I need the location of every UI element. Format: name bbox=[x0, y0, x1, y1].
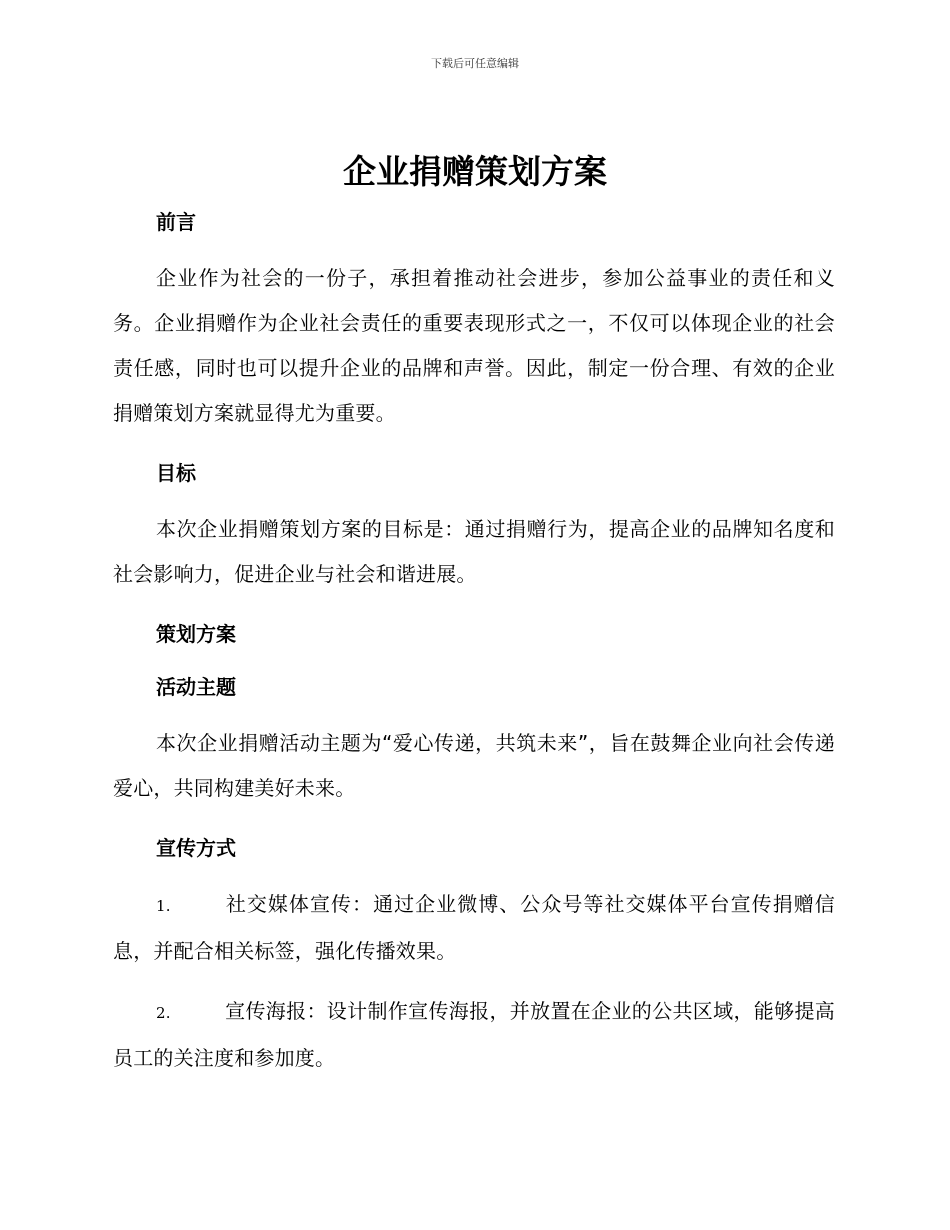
paragraph-goal: 本次企业捐赠策划方案的目标是：通过捐赠行为，提高企业的品牌知名度和社会影响力，促进企业与社会和谐进展。 bbox=[113, 517, 835, 586]
list-item bbox=[113, 882, 835, 974]
header-note: 下载后可任意编辑 bbox=[431, 57, 519, 70]
section-heading-theme: 活动主题 bbox=[156, 675, 236, 699]
list-item-text: 社交媒体宣传：通过企业微博、公众号等社交媒体平台宣传捐赠信息，并配合相关标签，强化传播效果。 bbox=[113, 892, 835, 963]
section-heading-promotion: 宣传方式 bbox=[156, 836, 236, 860]
list-item bbox=[113, 989, 835, 1081]
section-heading-plan: 策划方案 bbox=[156, 622, 236, 646]
section-heading-preface: 前言 bbox=[156, 210, 196, 234]
document-body bbox=[113, 203, 835, 1081]
document-title: 企业捐赠策划方案 bbox=[343, 152, 607, 191]
section-heading-goal: 目标 bbox=[156, 461, 196, 485]
list-item-text: 宣传海报：设计制作宣传海报，并放置在企业的公共区域，能够提高员工的关注度和参加度。 bbox=[113, 999, 835, 1070]
paragraph-preface: 企业作为社会的一份子，承担着推动社会进步，参加公益事业的责任和义务。企业捐赠作为企业社会责任的重要表现形式之一，不仅可以体现企业的社会责任感，同时也可以提升企业的品牌和声誉。因此，制定一份合理、有效的企业捐赠策划方案就显得尤为重要。 bbox=[113, 266, 835, 425]
list-item-number: 1. bbox=[156, 897, 171, 915]
list-item-number: 2. bbox=[156, 1004, 171, 1022]
paragraph-theme: 本次企业捐赠活动主题为“爱心传递，共筑未来”，旨在鼓舞企业向社会传递爱心，共同构建美好未来。 bbox=[113, 731, 835, 800]
